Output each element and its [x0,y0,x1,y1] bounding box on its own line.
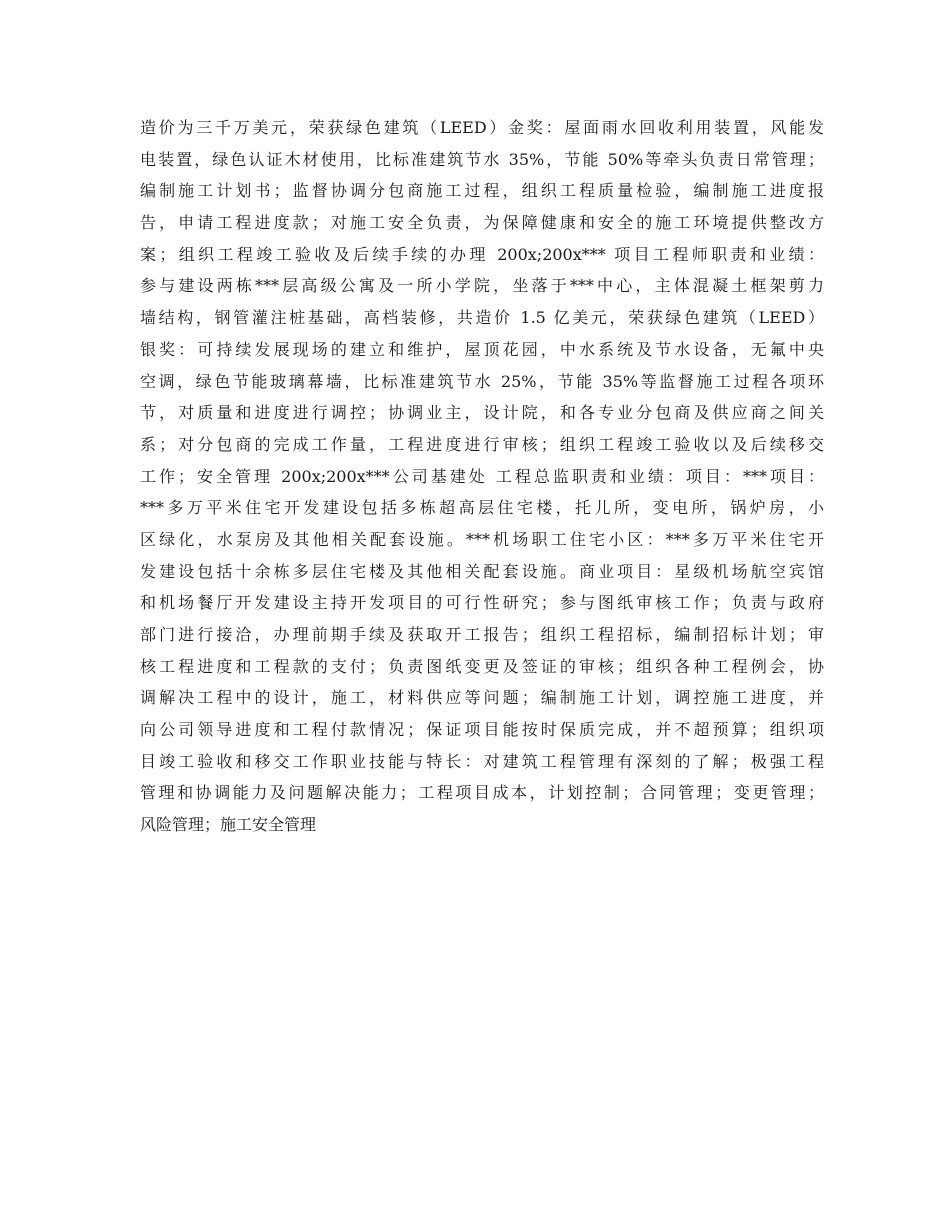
text-line: 和机场餐厅开发建设主持开发项目的可行性研究；参与图纸审核工作；负责与政府 [140,593,824,613]
text-line: 向公司领导进度和工程付款情况；保证项目能按时保质完成，并不超预算；组织项 [140,720,824,740]
text-line: ***多万平米住宅开发建设包括多栋超高层住宅楼，托儿所，变电所，锅炉房，小 [140,498,824,518]
text-line: 目竣工验收和移交工作职业技能与特长：对建筑工程管理有深刻的了解；极强工程 [140,751,824,771]
text-line: 编制施工计划书；监督协调分包商施工过程，组织工程质量检验，编制施工进度报 [140,181,824,201]
text-line: 发建设包括十余栋多层住宅楼及其他相关配套设施。商业项目：星级机场航空宾馆 [140,561,824,581]
text-line: 电装置，绿色认证木材使用，比标准建筑节水 35%，节能 50%等牵头负责日常管理； [140,149,824,169]
text-line: 造价为三千万美元，荣获绿色建筑（LEED）金奖：屋面雨水回收利用装置，风能发 [140,118,824,137]
text-line: 管理和协调能力及问题解决能力；工程项目成本，计划控制；合同管理；变更管理； [140,783,824,803]
text-line: 墙结构，钢管灌注桩基础，高档装修，共造价 1.5 亿美元，荣获绿色建筑（LEED） [140,308,824,328]
text-line: 调解决工程中的设计，施工，材料供应等问题；编制施工计划，调控施工进度，并 [140,688,824,708]
text-line: 节，对质量和进度进行调控；协调业主，设计院，和各专业分包商及供应商之间关 [140,403,824,423]
body-text [140,112,824,841]
text-line: 告，申请工程进度款；对施工安全负责，为保障健康和安全的施工环境提供整改方 [140,213,824,233]
text-line: 工作；安全管理 200x;200x***公司基建处 工程总监职责和业绩：项目：***项目： [140,466,824,486]
text-line: 系；对分包商的完成工作量，工程进度进行审核；组织工程竣工验收以及后续移交 [140,434,824,454]
text-line: 参与建设两栋***层高级公寓及一所小学院，坐落于***中心，主体混凝土框架剪力 [140,276,824,296]
text-line: 核工程进度和工程款的支付；负责图纸变更及签证的审核；组织各种工程例会，协 [140,656,824,676]
text-line: 银奖：可持续发展现场的建立和维护，屋顶花园，中水系统及节水设备，无氟中央 [140,339,824,359]
text-line: 风险管理；施工安全管理 [140,815,317,835]
text-line: 区绿化，水泵房及其他相关配套设施。***机场职工住宅小区：***多万平米住宅开 [140,529,824,549]
text-line: 案；组织工程竣工验收及后续手续的办理 200x;200x*** 项目工程师职责和业绩： [140,244,824,264]
text-line: 部门进行接洽，办理前期手续及获取开工报告；组织工程招标，编制招标计划；审 [140,625,824,644]
text-line: 空调，绿色节能玻璃幕墙，比标准建筑节水 25%，节能 35%等监督施工过程各项环 [140,371,824,391]
